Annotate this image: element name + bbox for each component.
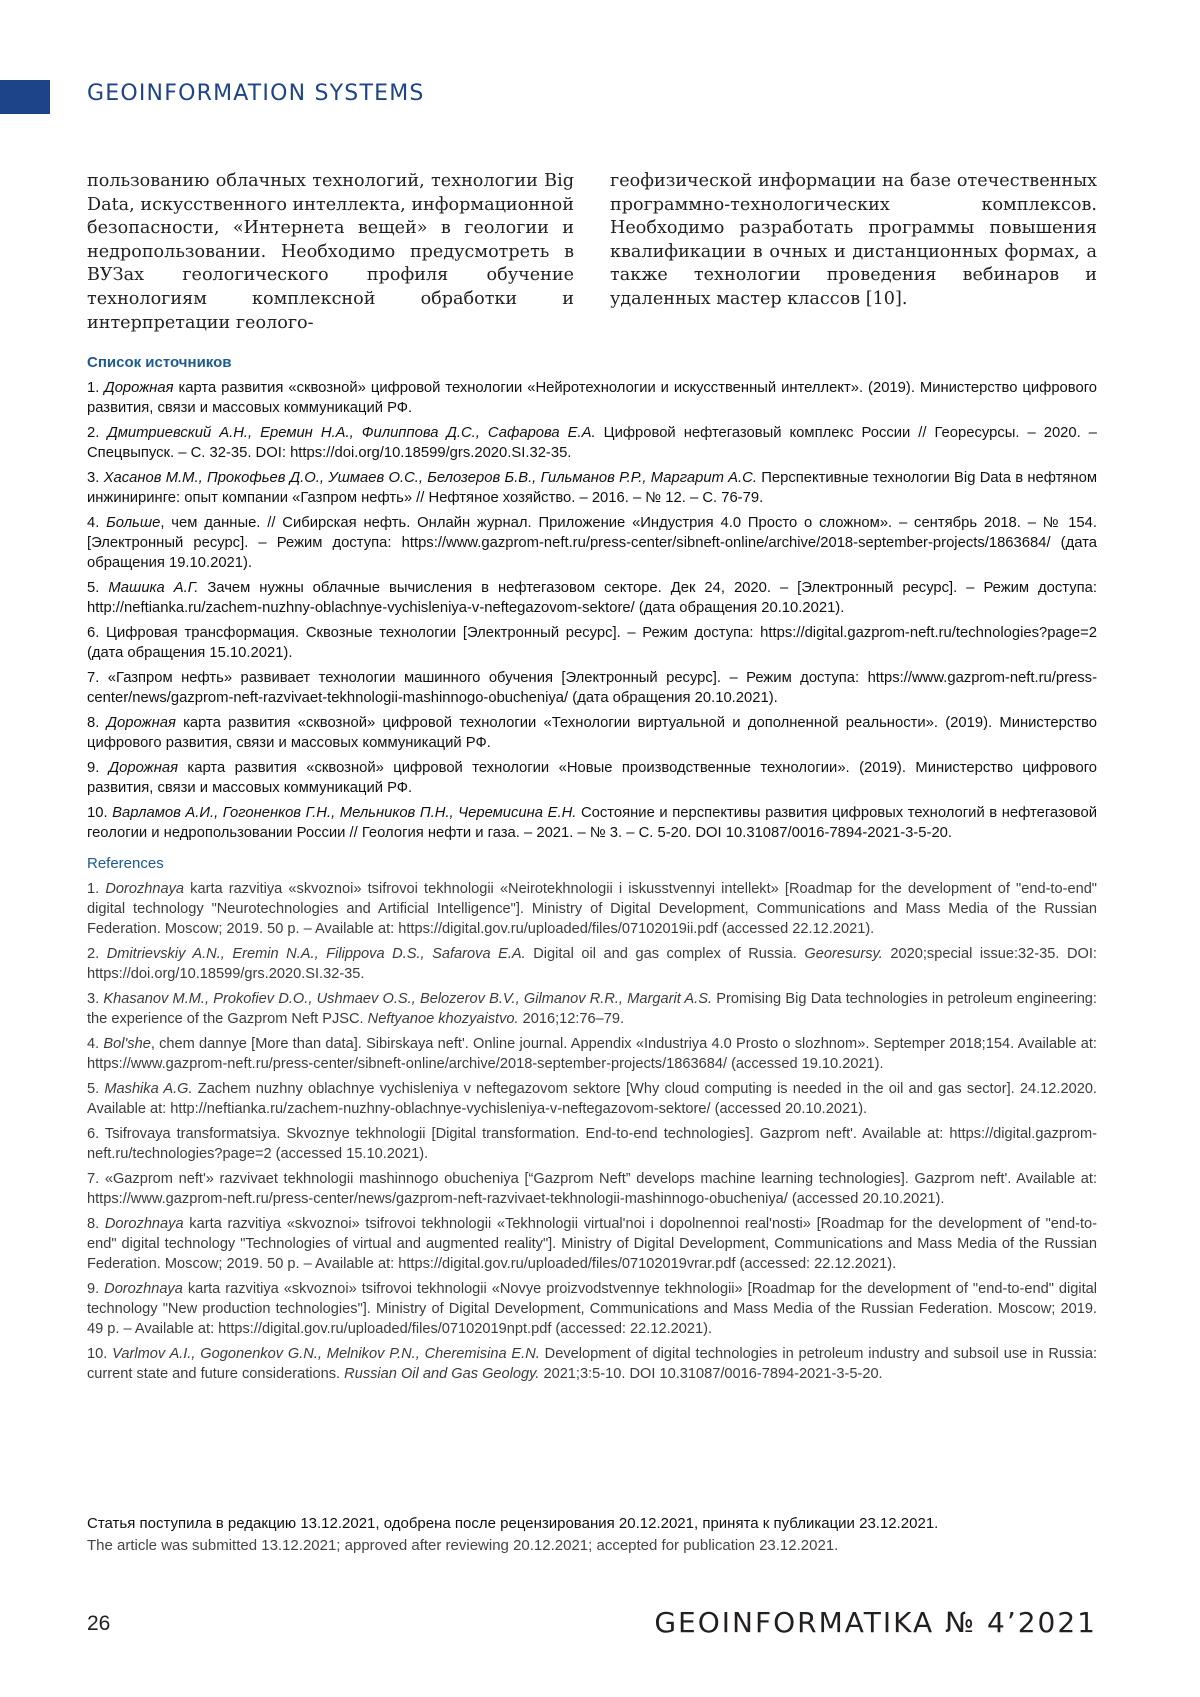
reference-authors: Дорожная [106, 715, 176, 731]
reference-number: 4. [87, 515, 107, 531]
body-paragraph-right: геофизической информации на базе отечественных программно-технологических комплексов. Необходимо разработать программы повышения квалификации в очных и дистанционных формах, а также технологии проведения вебинаров и удаленных мастер классов [10]. [610, 171, 1097, 309]
reference-text: , чем данные. // Сибирская нефть. Онлайн журнал. Приложение «Индустрия 4.0 Просто о сложном». – сентябрь 2018. – № 154. [Электронный ресурс]. – Режим доступа: https://www.gazprom-neft.ru/press-center/sibneft-online/archive/2018-september-projects/1863684/ (дата обращения 19.10.2021). [87, 515, 1097, 571]
reference-text: карта развития «сквозной» цифровой технологии «Технологии виртуальной и дополненной реальности». (2019). Министерство цифрового развития, связи и массовых коммуникаций РФ. [87, 715, 1097, 751]
reference-ru [87, 668, 1097, 708]
references-ru-heading: Список источников [87, 354, 232, 371]
reference-number: 8. [87, 1216, 105, 1232]
reference-authors: Дорожная [108, 760, 179, 776]
reference-en [87, 989, 1097, 1029]
reference-number: 6. [87, 1126, 105, 1142]
reference-text: karta razvitiya «skvoznoi» tsifrovoi tekhnologii «Tekhnologii virtual'noi i dopolnennoi real'nosti» [Roadmap for the development of "end-to-end" digital technology "Technologies of virtual and augmented reality"]. Ministry of Digital Development, Communications and Mass Media of the Russian Federation. Moscow; 2019. 50 p. – Available at: https://digital.gov.ru/uploaded/files/07102019vrar.pdf (accessed: 22.12.2021). [87, 1216, 1097, 1272]
article-dates [87, 1513, 1097, 1557]
reference-ru [87, 623, 1097, 663]
reference-italic: Dorozhnaya [104, 1216, 184, 1232]
reference-authors: Дмитриевский А.Н., Еремин Н.А., Филиппова Д.С., Сафарова Е.А. [107, 425, 596, 441]
reference-number: 6. [87, 625, 107, 641]
reference-text: Зачем нужны облачные вычисления в нефтегазовом секторе. Дек 24, 2020. – [Электронный ресурс]. – Режим доступа: http://neftianka.ru/zachem-nuzhny-oblachnye-vychisleniya-v-neftegazovom-sektore/ (дата обращения 20.10.2021). [87, 580, 1097, 616]
reference-text: карта развития «сквозной» цифровой технологии «Новые производственные технологии». (2019). Министерство цифрового развития, связи и массовых коммуникаций РФ. [87, 760, 1097, 796]
section-title: GEOINFORMATION SYSTEMS [87, 81, 425, 106]
reference-text: , chem dannye [More than data]. Sibirskaya neft'. Online journal. Appendix «Industriya 4.0 Prosto o slozhnom». Septemper 2018;154. Available at: https://www.gazprom-neft.ru/press-center/sibneft-online/archive/2018-september-projects/1863684/ (accessed 19.10.2021). [87, 1036, 1097, 1072]
references-en-heading: References [87, 855, 164, 872]
reference-ru [87, 713, 1097, 753]
reference-number: 10. [87, 1346, 113, 1362]
article-dates-en: The article was submitted 13.12.2021; approved after reviewing 20.12.2021; accepted for publication 23.12.2021. [87, 1537, 839, 1554]
reference-ru [87, 758, 1097, 798]
section-color-bar [0, 80, 50, 114]
reference-text: Цифровая трансформация. Сквозные технологии [Электронный ресурс]. – Режим доступа: https://digital.gazprom-neft.ru/technologies?page=2 (дата обращения 15.10.2021). [87, 625, 1098, 661]
reference-italic: Varlmov A.I., Gogonenkov G.N., Melnikov P.N., Cheremisina E.N. [112, 1346, 540, 1362]
reference-en [87, 1344, 1097, 1384]
reference-en [87, 879, 1097, 939]
body-column-left [87, 170, 574, 335]
reference-text: Zachem nuzhny oblachnye vychisleniya v neftegazovom sektore [Why cloud computing is needed in the oil and gas sector]. 24.12.2020. Available at: http://neftianka.ru/zachem-nuzhny-oblachnye-vychisleniya-v-neftegazovom-sektore/ (accessed 20.10.2021). [87, 1081, 1097, 1117]
reference-number: 1. [87, 881, 106, 897]
reference-italic: Neftyanoe khozyaistvo. [367, 1011, 519, 1027]
reference-text: «Газпром нефть» развивает технологии машинного обучения [Электронный ресурс]. – Режим доступа: https://www.gazprom-neft.ru/press-center/news/gazprom-neft-razvivaet-tekhnologii-mashinnogo-obucheniya/ (дата обращения 20.10.2021). [87, 670, 1098, 706]
reference-text: Цифровой нефтегазовый комплекс России // Георесурсы. – 2020. – Спецвыпуск. – С. 32-35. DOI: https://doi.org/10.18599/grs.2020.SI.32-35. [87, 425, 1097, 461]
body-column-right [610, 170, 1097, 335]
reference-text: Состояние и перспективы развития цифровых технологий в нефтегазовой геологии и недропользовании России // Геология нефти и газа. – 2021. – № 3. – С. 5-20. DOI 10.31087/0016-7894-2021-3-5-20. [87, 805, 1097, 841]
reference-text: 2016;12:76–79. [518, 1011, 625, 1027]
reference-ru [87, 468, 1097, 508]
reference-authors: Варламов А.И., Гогоненков Г.Н., Мельников П.Н., Черемисина Е.Н. [112, 805, 577, 821]
reference-italic: Georesursy. [804, 946, 883, 962]
reference-text: Promising Big Data technologies in petroleum engineering: the experience of the Gazprom Neft PJSC. [87, 991, 1097, 1027]
reference-ru [87, 513, 1097, 573]
reference-en [87, 1279, 1097, 1339]
reference-italic: Bol'she [103, 1036, 151, 1052]
reference-text: 2021;3:5-10. DOI 10.31087/0016-7894-2021-3-5-20. [539, 1366, 883, 1382]
reference-italic: Dmitrievskiy A.N., Eremin N.A., Filippova D.S., Safarova E.A. [106, 946, 526, 962]
body-text [87, 170, 1097, 335]
reference-text: «Gazprom neft'» razvivaet tekhnologii mashinnogo obucheniya [“Gazprom Neft” develops machine learning technologies]. Gazprom neft'. Available at: https://www.gazprom-neft.ru/press-center/news/gazprom-neft-razvivaet-tekhnologii-mashinnogo-obucheniya/ (accessed 20.10.2021). [87, 1171, 1097, 1207]
reference-italic: Russian Oil and Gas Geology. [344, 1366, 540, 1382]
reference-authors: Хасанов М.М., Прокофьев Д.О., Ушмаев О.С., Белозеров Б.В., Гильманов Р.Р., Маргарит А.С. [103, 470, 757, 486]
reference-italic: Dorozhnaya [104, 1281, 183, 1297]
reference-italic: Khasanov M.M., Prokofiev D.O., Ushmaev O.S., Belozerov B.V., Gilmanov R.R., Margarit A.S. [103, 991, 713, 1007]
reference-number: 5. [87, 580, 109, 596]
page-number: 26 [87, 1612, 111, 1635]
reference-en [87, 1214, 1097, 1274]
reference-number: 2. [87, 946, 107, 962]
reference-number: 3. [87, 991, 104, 1007]
reference-text: карта развития «сквозной» цифровой технологии «Нейротехнологии и искусственный интеллект». (2019). Министерство цифрового развития, связи и массовых коммуникаций РФ. [87, 380, 1098, 416]
reference-ru [87, 423, 1097, 463]
references-ru [87, 354, 1097, 843]
references-ru-list [87, 378, 1097, 843]
reference-authors: Больше [106, 515, 161, 531]
reference-text: Перспективные технологии Big Data в нефтяном инжиниринге: опыт компании «Газпром нефть» // Нефтяное хозяйство. – 2016. – № 12. – С. 76-79. [87, 470, 1097, 506]
reference-number: 7. [87, 670, 108, 686]
reference-text: karta razvitiya «skvoznoi» tsifrovoi tekhnologii «Novye proizvodstvennye tekhnologii» [Roadmap for the development of "end-to-end" digital technology "New production technologies"]. Ministry of Digital Development, Communications and Mass Media of the Russian Federation. Moscow; 2019. 49 p. – Available at: https://digital.gov.ru/uploaded/files/07102019npt.pdf (accessed: 22.12.2021). [87, 1281, 1097, 1337]
reference-text: Tsifrovaya transformatsiya. Skvoznye tekhnologii [Digital transformation. End-to-end technologies]. Gazprom neft'. Available at: https://digital.gazprom-neft.ru/technologies?page=2 (accessed 15.10.2021). [87, 1126, 1097, 1162]
reference-number: 5. [87, 1081, 105, 1097]
reference-en [87, 1079, 1097, 1119]
reference-ru [87, 578, 1097, 618]
reference-italic: Dorozhnaya [105, 881, 185, 897]
reference-number: 1. [87, 380, 105, 396]
reference-text: 2020;special issue:32-35. DOI: https://doi.org/10.18599/grs.2020.SI.32-35. [87, 946, 1097, 982]
reference-ru [87, 803, 1097, 843]
reference-ru [87, 378, 1097, 418]
reference-number: 9. [87, 760, 109, 776]
reference-number: 3. [87, 470, 104, 486]
reference-number: 10. [87, 805, 113, 821]
reference-text: Digital oil and gas complex of Russia. [525, 946, 805, 962]
body-paragraph-left: пользованию облачных технологий, технологии Big Data, искусственного интеллекта, информационной безопасности, «Интернета вещей» в геологии и недропользовании. Необходимо предусмотреть в ВУЗах геологического профиля обучение технологиям комплексной обработки и интерпретации геолого- [87, 171, 574, 333]
reference-authors: Машика А.Г. [108, 580, 199, 596]
reference-text: Development of digital technologies in petroleum industry and subsoil use in Russia: current state and future considerations. [87, 1346, 1098, 1382]
reference-number: 8. [87, 715, 107, 731]
reference-italic: Mashika A.G. [104, 1081, 193, 1097]
article-dates-ru: Статья поступила в редакцию 13.12.2021, одобрена после рецензирования 20.12.2021, принята к публикации 23.12.2021. [87, 1515, 939, 1532]
reference-number: 2. [87, 425, 108, 441]
reference-authors: Дорожная [104, 380, 174, 396]
reference-number: 7. [87, 1171, 105, 1187]
references-section [87, 354, 1097, 1389]
reference-en [87, 1169, 1097, 1209]
journal-title: GEOINFORMATIKA № 4’2021 [654, 1606, 1097, 1639]
reference-en [87, 1124, 1097, 1164]
references-en-list [87, 879, 1097, 1384]
reference-en [87, 944, 1097, 984]
reference-en [87, 1034, 1097, 1074]
reference-text: karta razvitiya «skvoznoi» tsifrovoi tekhnologii «Neirotekhnologii i iskusstvennyi intellekt» [Roadmap for the development of "end-to-end" digital technology "Neurotechnologies and Artificial Intelligence"]. Ministry of Digital Development, Communications and Mass Media of the Russian Federation. Moscow; 2019. 50 p. – Available at: https://digital.gov.ru/uploaded/files/07102019ii.pdf (accessed 22.12.2021). [87, 881, 1097, 937]
reference-number: 4. [87, 1036, 104, 1052]
references-en [87, 855, 1097, 1384]
reference-number: 9. [87, 1281, 105, 1297]
